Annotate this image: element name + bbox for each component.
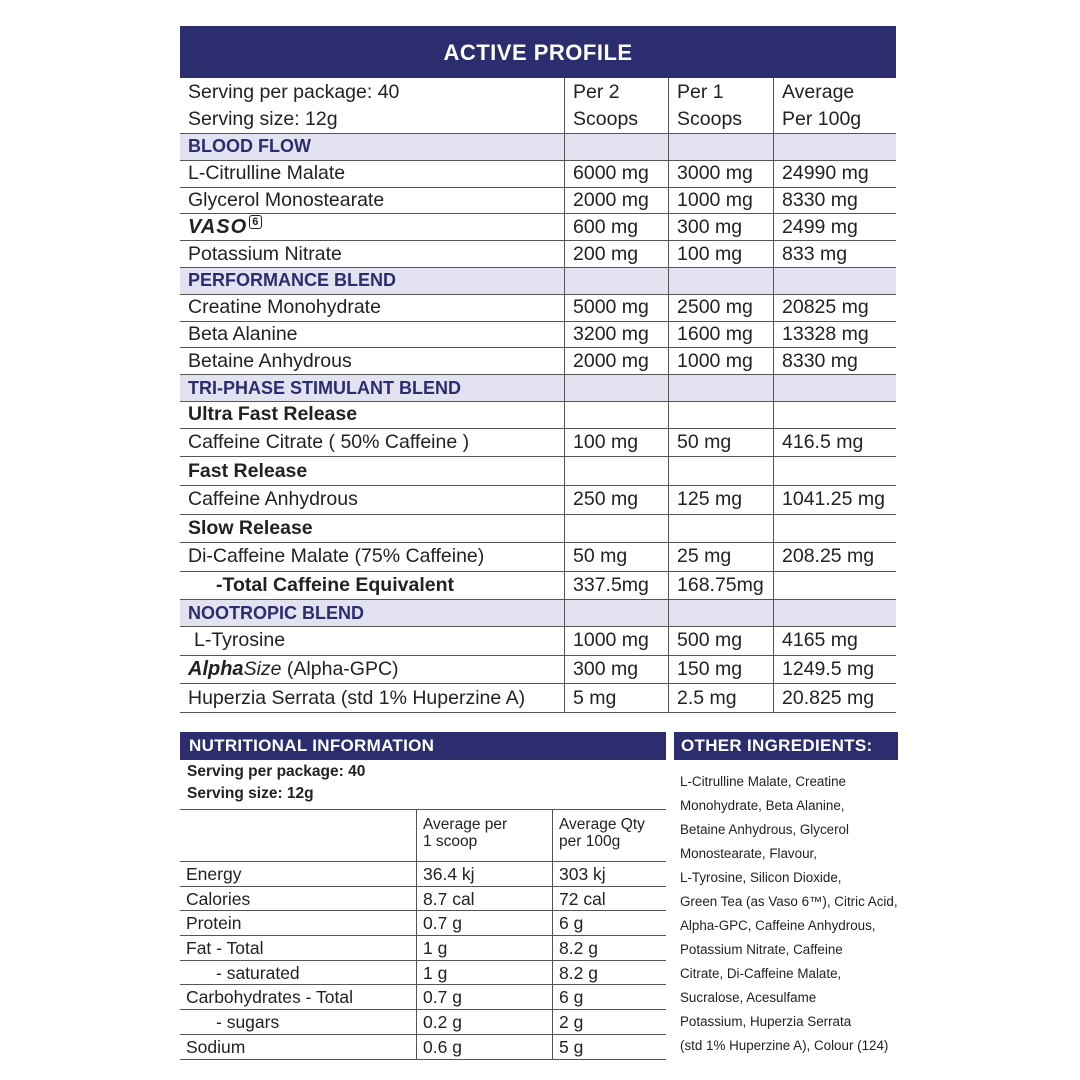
other-ingredients-line: L-Tyrosine, Silicon Dioxide, — [680, 870, 842, 885]
section-filler — [565, 600, 669, 627]
column-header-per-2-scoops — [565, 78, 669, 134]
ingredient-name: L-Tyrosine — [180, 627, 565, 656]
active-profile-table — [180, 78, 896, 713]
nutrition-header-per-100g — [553, 810, 666, 862]
nutrient-per-100g: 6 g — [553, 911, 666, 936]
nutrient-name: - saturated — [180, 961, 417, 986]
nutrition-header-per-scoop — [417, 810, 553, 862]
other-ingredients-line: L-Citrulline Malate, Creatine — [680, 774, 846, 789]
column-header-line: Average — [782, 80, 855, 103]
other-ingredients-panel — [674, 732, 898, 1058]
value-per-2-scoops: 2000 mg — [565, 188, 669, 215]
empty-cell — [565, 402, 669, 429]
ingredient-name: Beta Alanine — [180, 322, 565, 349]
empty-cell — [774, 457, 896, 486]
empty-cell — [669, 515, 774, 544]
value-per-2-scoops: 600 mg — [565, 214, 669, 241]
other-ingredients-line: Potassium, Huperzia Serrata — [680, 1014, 852, 1029]
ingredient-name: Creatine Monohydrate — [180, 295, 565, 322]
nutrient-per-scoop: 0.7 g — [417, 985, 553, 1010]
value-per-100g: 20825 mg — [774, 295, 896, 322]
value-per-2-scoops: 250 mg — [565, 486, 669, 515]
other-ingredients-line: Alpha-GPC, Caffeine Anhydrous, — [680, 918, 876, 933]
active-profile-title: ACTIVE PROFILE — [180, 26, 896, 78]
ingredient-name: Huperzia Serrata (std 1% Huperzine A) — [180, 684, 565, 713]
nutrient-per-scoop: 1 g — [417, 961, 553, 986]
sub-section-ultra-fast-release: Ultra Fast Release — [180, 402, 565, 429]
value-per-1-scoop: 25 mg — [669, 543, 774, 572]
nutrient-per-100g: 5 g — [553, 1035, 666, 1060]
value-per-1-scoop: 2.5 mg — [669, 684, 774, 713]
vaso-mark: 6 — [249, 215, 262, 229]
value-per-100g: 2499 mg — [774, 214, 896, 241]
nutrition-title: NUTRITIONAL INFORMATION — [180, 732, 666, 760]
empty-cell — [774, 515, 896, 544]
value-per-1-scoop: 50 mg — [669, 429, 774, 458]
value-per-1-scoop: 500 mg — [669, 627, 774, 656]
value-per-100g: 8330 mg — [774, 188, 896, 215]
active-profile-panel — [180, 26, 896, 713]
value-per-100g: 24990 mg — [774, 161, 896, 188]
value-per-1-scoop: 3000 mg — [669, 161, 774, 188]
value-per-1-scoop: 125 mg — [669, 486, 774, 515]
section-filler — [669, 134, 774, 161]
ingredient-name: Caffeine Citrate ( 50% Caffeine ) — [180, 429, 565, 458]
other-ingredients-title: OTHER INGREDIENTS: — [674, 732, 898, 760]
value-per-100g: 208.25 mg — [774, 543, 896, 572]
ingredient-name: Di-Caffeine Malate (75% Caffeine) — [180, 543, 565, 572]
nutrient-per-scoop: 0.7 g — [417, 911, 553, 936]
nutrient-per-100g: 2 g — [553, 1010, 666, 1035]
other-ingredients-line: (std 1% Huperzine A), Colour (124) — [680, 1038, 889, 1053]
ingredient-name: Betaine Anhydrous — [180, 348, 565, 375]
nutrient-name: Fat - Total — [180, 936, 417, 961]
value-per-1-scoop: 2500 mg — [669, 295, 774, 322]
value-per-100g: 4165 mg — [774, 627, 896, 656]
nutrition-serving-info — [180, 761, 666, 805]
nutrient-name: Protein — [180, 911, 417, 936]
value-per-100g: 8330 mg — [774, 348, 896, 375]
column-header-per-100g — [774, 78, 896, 134]
section-filler — [565, 268, 669, 295]
column-header-line: Per 100g — [782, 107, 862, 130]
column-header-line: Scoops — [677, 107, 743, 130]
nutrient-name: Calories — [180, 887, 417, 912]
ingredient-name: L-Citrulline Malate — [180, 161, 565, 188]
value-per-2-scoops: 3200 mg — [565, 322, 669, 349]
value-per-2-scoops: 5000 mg — [565, 295, 669, 322]
nutrition-header-line: per 100g — [559, 833, 621, 850]
section-filler — [774, 600, 896, 627]
section-filler — [774, 134, 896, 161]
value-per-2-scoops: 50 mg — [565, 543, 669, 572]
other-ingredients-line: Green Tea (as Vaso 6™), Citric Acid, — [680, 894, 898, 909]
value-per-2-scoops: 1000 mg — [565, 627, 669, 656]
alphasize-description: (Alpha-GPC) — [281, 658, 399, 681]
value-per-2-scoops: 2000 mg — [565, 348, 669, 375]
nutrient-per-100g: 6 g — [553, 985, 666, 1010]
value-per-1-scoop: 300 mg — [669, 214, 774, 241]
nutrient-per-100g: 8.2 g — [553, 936, 666, 961]
column-header-per-1-scoop — [669, 78, 774, 134]
value-per-2-scoops: 200 mg — [565, 241, 669, 268]
alphasize-logo — [180, 656, 565, 685]
value-per-1-scoop: 1600 mg — [669, 322, 774, 349]
section-label-nootropic-blend: NOOTROPIC BLEND — [180, 600, 565, 627]
other-ingredients-line: Monostearate, Flavour, — [680, 846, 817, 861]
sub-section-fast-release: Fast Release — [180, 457, 565, 486]
nutrient-per-100g: 72 cal — [553, 887, 666, 912]
column-header-line: Per 1 — [677, 80, 724, 103]
empty-cell — [669, 402, 774, 429]
nutrient-per-100g: 8.2 g — [553, 961, 666, 986]
nutrition-table — [180, 809, 666, 1060]
other-ingredients-line: Potassium Nitrate, Caffeine — [680, 942, 843, 957]
nutrient-per-scoop: 36.4 kj — [417, 862, 553, 887]
vaso-logo-text — [188, 216, 262, 239]
value-per-100g: 416.5 mg — [774, 429, 896, 458]
empty-cell — [565, 457, 669, 486]
nutrient-per-scoop: 8.7 cal — [417, 887, 553, 912]
nutrition-serving-size: Serving size: 12g — [187, 785, 314, 802]
vaso-logo — [180, 214, 565, 241]
other-ingredients-list — [674, 760, 898, 1058]
nutrition-serving-per-package: Serving per package: 40 — [187, 763, 366, 780]
section-filler — [774, 268, 896, 295]
nutrition-header-blank — [180, 810, 417, 862]
nutrition-panel — [180, 732, 666, 1060]
other-ingredients-line: Betaine Anhydrous, Glycerol — [680, 822, 849, 837]
ingredient-name: Caffeine Anhydrous — [180, 486, 565, 515]
ingredient-name: Potassium Nitrate — [180, 241, 565, 268]
nutrition-header-line: Average per — [423, 816, 508, 833]
nutrient-per-scoop: 0.6 g — [417, 1035, 553, 1060]
other-ingredients-line: Monohydrate, Beta Alanine, — [680, 798, 845, 813]
value-per-2-scoops: 300 mg — [565, 656, 669, 685]
value-per-100g: 1249.5 mg — [774, 656, 896, 685]
column-header-line: Per 2 — [573, 80, 620, 103]
value-per-100g: 833 mg — [774, 241, 896, 268]
ingredient-name: Glycerol Monostearate — [180, 188, 565, 215]
nutrition-header-line: 1 scoop — [423, 833, 478, 850]
column-header-line: Scoops — [573, 107, 639, 130]
empty-cell — [774, 402, 896, 429]
serving-size: Serving size: 12g — [188, 107, 338, 130]
value-per-1-scoop: 150 mg — [669, 656, 774, 685]
section-filler — [669, 600, 774, 627]
sub-section-slow-release: Slow Release — [180, 515, 565, 544]
section-label-performance-blend: PERFORMANCE BLEND — [180, 268, 565, 295]
nutrient-name: - sugars — [180, 1010, 417, 1035]
nutrient-name: Energy — [180, 862, 417, 887]
value-per-2-scoops: 100 mg — [565, 429, 669, 458]
serving-per-package: Serving per package: 40 — [188, 80, 400, 103]
section-filler — [669, 375, 774, 402]
empty-cell — [669, 457, 774, 486]
value-per-1-scoop: 1000 mg — [669, 188, 774, 215]
vaso-wordmark: VASO — [188, 215, 248, 238]
value-per-2-scoops: 6000 mg — [565, 161, 669, 188]
other-ingredients-line: Citrate, Di-Caffeine Malate, — [680, 966, 842, 981]
section-filler — [774, 375, 896, 402]
nutrient-name: Sodium — [180, 1035, 417, 1060]
section-label-stimulant-blend: TRI-PHASE STIMULANT BLEND — [180, 375, 565, 402]
value-per-1-scoop: 1000 mg — [669, 348, 774, 375]
nutrient-per-scoop: 0.2 g — [417, 1010, 553, 1035]
value-per-100g: 20.825 mg — [774, 684, 896, 713]
value-per-2-scoops: 337.5mg — [565, 572, 669, 601]
nutrition-header-line: Average Qty — [559, 816, 645, 833]
serving-info-cell — [180, 78, 565, 134]
section-filler — [565, 134, 669, 161]
nutrient-name: Carbohydrates - Total — [180, 985, 417, 1010]
nutrient-per-scoop: 1 g — [417, 936, 553, 961]
value-per-1-scoop: 100 mg — [669, 241, 774, 268]
value-per-1-scoop: 168.75mg — [669, 572, 774, 601]
empty-cell — [565, 515, 669, 544]
total-caffeine-label: -Total Caffeine Equivalent — [180, 572, 565, 601]
value-per-2-scoops: 5 mg — [565, 684, 669, 713]
section-label-blood-flow: BLOOD FLOW — [180, 134, 565, 161]
section-filler — [565, 375, 669, 402]
section-filler — [669, 268, 774, 295]
nutrient-per-100g: 303 kj — [553, 862, 666, 887]
other-ingredients-line: Sucralose, Acesulfame — [680, 990, 817, 1005]
alphasize-brand: Alpha — [188, 658, 244, 681]
alphasize-size: Size — [243, 658, 282, 681]
value-per-100g — [774, 572, 896, 601]
value-per-100g: 13328 mg — [774, 322, 896, 349]
value-per-100g: 1041.25 mg — [774, 486, 896, 515]
